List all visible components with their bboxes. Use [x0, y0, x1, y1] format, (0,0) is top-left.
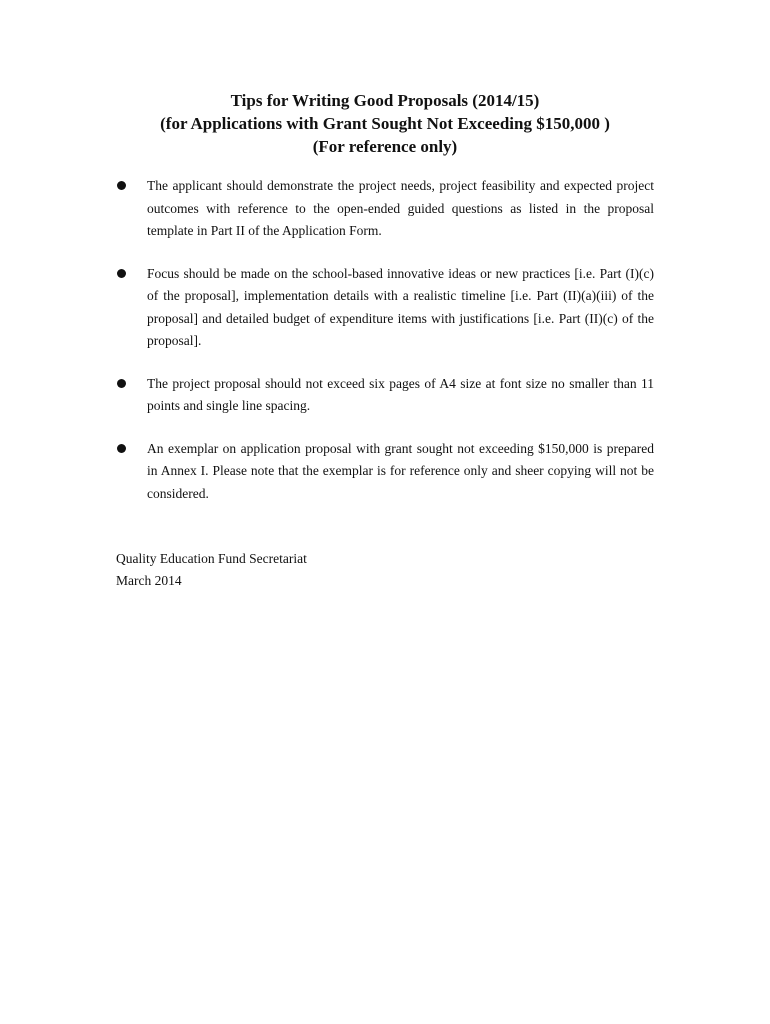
title-line-3: (For reference only) — [312, 137, 458, 156]
organization-name: Quality Education Fund Secretariat — [116, 551, 307, 566]
tip-item-4 — [147, 438, 654, 506]
bullet-icon — [117, 269, 126, 278]
tip-text: Focus should be made on the school-based innovative ideas or new practices [i.e. Part (I)(c) of the proposal], implementation details with a realistic timeline [i.e. Part (II)(a)(iii) of the proposal] and detailed budget of expenditure items with justifications [i.e. Part (II)(c) of the proposal]. — [147, 265, 654, 348]
tip-text: An exemplar on application proposal with grant sought not exceeding $150,000 is prepared in Annex I. Please note that the exemplar is for reference only and sheer copying will not be considered. — [147, 440, 654, 501]
title-line-2: (for Applications with Grant Sought Not Exceeding $150,000 ) — [160, 114, 610, 133]
tip-text: The project proposal should not exceed six pages of A4 size at font size no smaller than 11 points and single line spacing. — [147, 375, 654, 413]
document-title — [0, 89, 770, 158]
tip-item-3 — [147, 373, 654, 418]
bullet-icon — [117, 379, 126, 388]
tip-text: The applicant should demonstrate the project needs, project feasibility and expected project outcomes with reference to the open-ended guided questions as listed in the proposal template in Part II of the Application Form. — [147, 178, 654, 238]
tip-item-2 — [147, 263, 654, 353]
tips-list — [0, 175, 770, 525]
document-date: March 2014 — [116, 573, 182, 588]
signature-block — [116, 548, 307, 592]
title-line-1: Tips for Writing Good Proposals (2014/15) — [230, 91, 540, 110]
bullet-icon — [117, 181, 126, 190]
bullet-icon — [117, 444, 126, 453]
tip-item-1 — [147, 175, 654, 243]
